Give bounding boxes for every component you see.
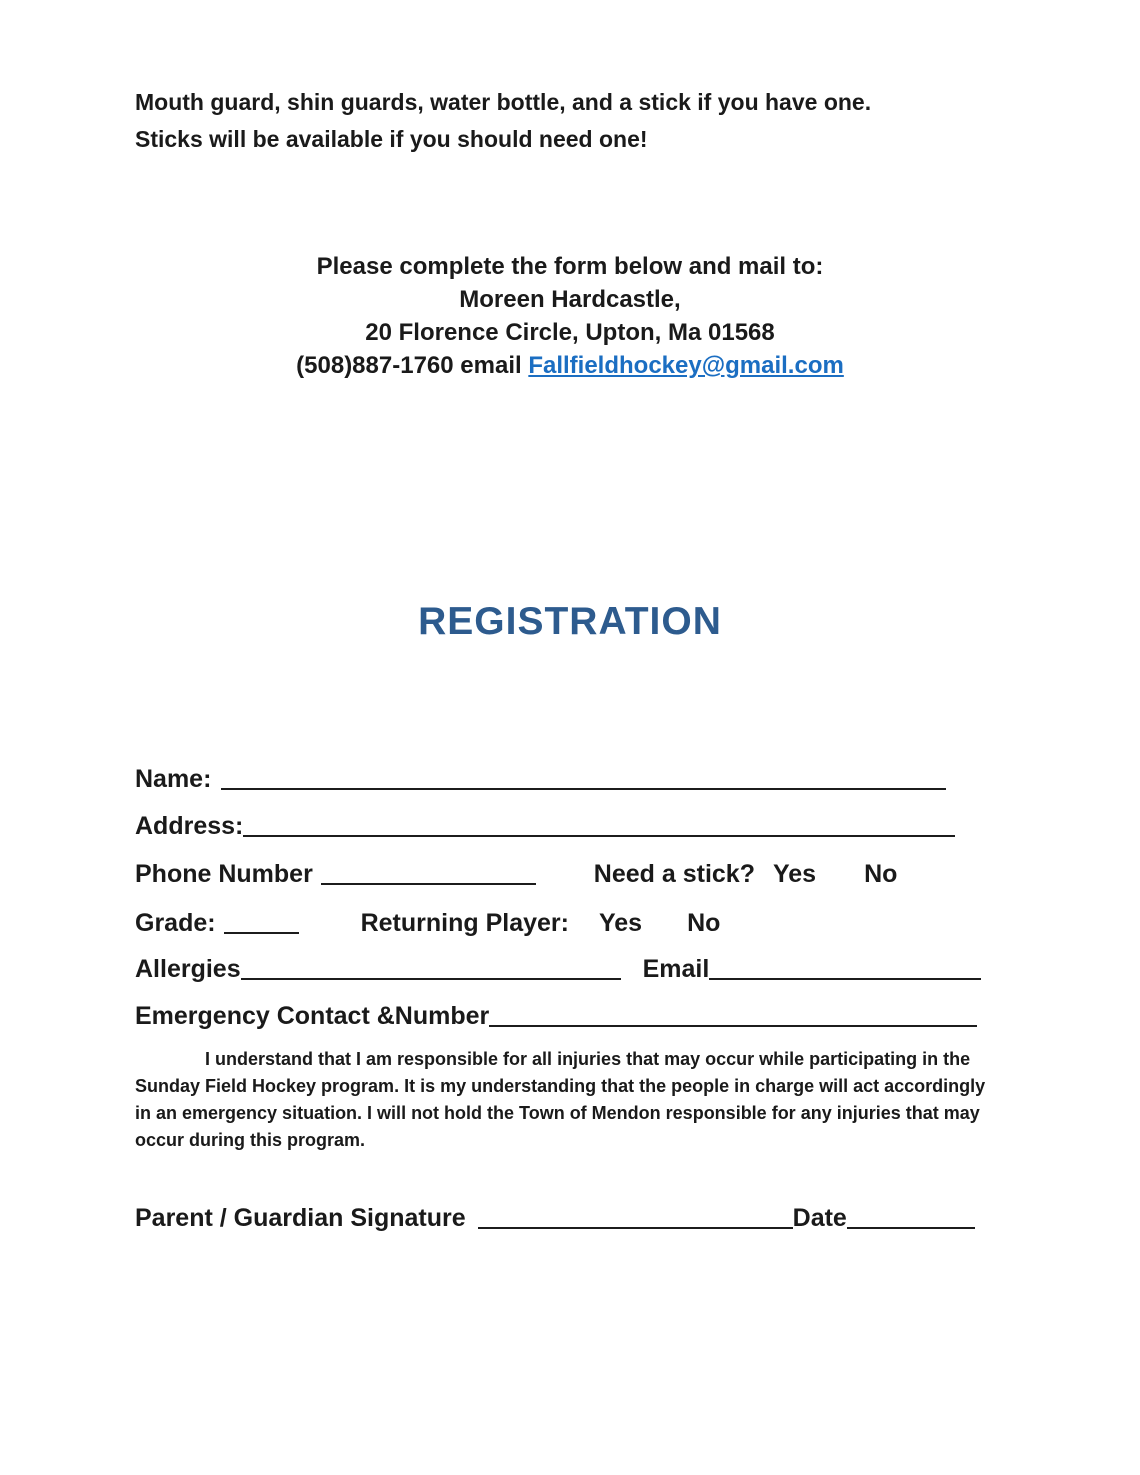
address-label: Address: (135, 812, 244, 840)
mailto-recipient: Moreen Hardcastle, (459, 286, 681, 313)
returning-no-option: No (687, 909, 721, 937)
phone-label: Phone Number (135, 860, 313, 888)
mailto-phone-line (0, 349, 1140, 382)
grade-label: Grade: (135, 909, 216, 937)
allergies-label: Allergies (135, 955, 241, 983)
email-link[interactable]: Fallfieldhockey@gmail.com (528, 352, 844, 379)
mailto-address: 20 Florence Circle, Upton, Ma 01568 (365, 319, 775, 346)
date-blank-line (847, 1227, 975, 1229)
liability-waiver-text: I understand that I am responsible for all injuries that may occur while participating in the Sunday Field Hockey program. It is my understanding that the people in charge will act accordingly in an emergency situation. I will not hold the Town of Mendon responsible for any injuries that may occur during this program. (135, 1049, 986, 1150)
address-blank-line (243, 835, 955, 837)
grade-blank-line (224, 932, 299, 934)
need-stick-label: Need a stick? (593, 860, 755, 888)
emergency-blank-line (489, 1025, 977, 1027)
emergency-contact-label: Emergency Contact &Number (135, 1002, 490, 1030)
phone-number-text: (508)887-1760 email (296, 352, 529, 379)
returning-player-label: Returning Player: (360, 909, 569, 937)
need-stick-no-option: No (864, 860, 898, 888)
email-blank-line (709, 978, 981, 980)
emergency-contact-row (135, 1001, 977, 1031)
phone-row (135, 859, 897, 889)
signature-label: Parent / Guardian Signature (135, 1204, 466, 1232)
returning-yes-option: Yes (598, 909, 643, 937)
date-label: Date (792, 1204, 847, 1232)
equipment-note-line1: Mouth guard, shin guards, water bottle, and a stick if you have one. (135, 89, 872, 115)
email-label: Email (642, 955, 710, 983)
mailto-block (0, 250, 1140, 382)
need-stick-yes-option: Yes (772, 860, 817, 888)
name-label: Name: (135, 765, 212, 793)
name-row (135, 764, 946, 794)
equipment-note (135, 84, 1035, 158)
equipment-note-line2: Sticks will be available if you should need one! (135, 126, 648, 152)
address-row (135, 811, 955, 841)
signature-row (135, 1203, 975, 1233)
allergies-blank-line (241, 978, 621, 980)
mailto-instruction: Please complete the form below and mail to: (316, 253, 824, 280)
allergies-row (135, 954, 981, 984)
signature-blank-line (478, 1227, 793, 1229)
name-blank-line (221, 788, 946, 790)
phone-blank-line (321, 883, 536, 885)
registration-heading: REGISTRATION (418, 600, 722, 643)
grade-row (135, 908, 720, 938)
